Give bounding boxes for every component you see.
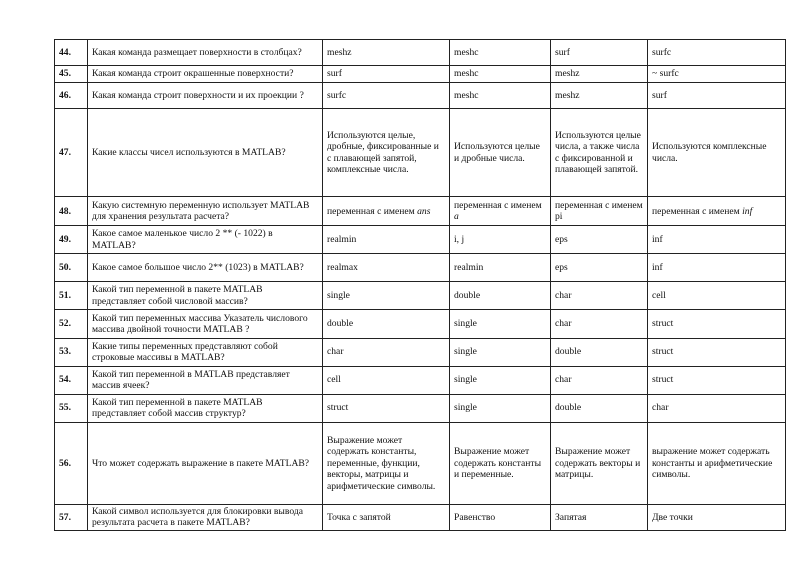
answer-variable: a xyxy=(454,211,459,223)
answer-option-2: single xyxy=(450,366,551,394)
answer-option-4: inf xyxy=(648,226,786,254)
table-row xyxy=(55,366,786,394)
answer-option-1: Точка с запятой xyxy=(323,504,450,530)
answer-option-4: cell xyxy=(648,282,786,310)
answer-option-1: realmax xyxy=(323,254,450,282)
question-number: 54. xyxy=(55,366,88,394)
question-text: Какое самое маленькое число 2 ** (- 1022) в MATLAB? xyxy=(88,226,323,254)
answer-option-1: struct xyxy=(323,394,450,422)
answer-option-4: выражение может содержать константы и арифметические символы. xyxy=(648,422,786,504)
table-row xyxy=(55,282,786,310)
answer-text: переменная с именем xyxy=(454,199,542,211)
answer-option-1: double xyxy=(323,310,450,338)
answer-option-3: Выражение может содержать векторы и матрицы. xyxy=(551,422,648,504)
question-number: 50. xyxy=(55,254,88,282)
question-number: 46. xyxy=(55,83,88,109)
answer-option-2: meshc xyxy=(450,40,551,66)
answer-option-4: ~ surfc xyxy=(648,66,786,83)
table-row xyxy=(55,226,786,254)
question-text: Какой тип переменной в пакете MATLAB представляет собой числовой массив? xyxy=(88,282,323,310)
question-text: Какие типы переменных представляют собой строковые массивы в MATLAB? xyxy=(88,338,323,366)
answer-option-2: single xyxy=(450,310,551,338)
question-number: 57. xyxy=(55,504,88,530)
answer-option-4 xyxy=(648,197,786,226)
answer-option-4: struct xyxy=(648,338,786,366)
answer-option-1 xyxy=(323,197,450,226)
answer-option-2: i, j xyxy=(450,226,551,254)
question-text: Какая команда размещает поверхности в столбцах? xyxy=(88,40,323,66)
table-row xyxy=(55,109,786,197)
answer-option-1: surf xyxy=(323,66,450,83)
answer-option-2: Используются целые и дробные числа. xyxy=(450,109,551,197)
question-text: Какую системную переменную использует MATLAB для хранения результата расчета? xyxy=(88,197,323,226)
answer-option-3: char xyxy=(551,282,648,310)
answer-option-4: Две точки xyxy=(648,504,786,530)
answer-option-4: struct xyxy=(648,366,786,394)
answer-option-1: cell xyxy=(323,366,450,394)
answer-option-3: eps xyxy=(551,254,648,282)
question-text: Какая команда строит поверхности и их проекции ? xyxy=(88,83,323,109)
question-text: Какая команда строит окрашенные поверхности? xyxy=(88,66,323,83)
answer-option-2 xyxy=(450,197,551,226)
question-number: 53. xyxy=(55,338,88,366)
answer-option-3: Запятая xyxy=(551,504,648,530)
quiz-table-body xyxy=(55,40,786,531)
question-number: 47. xyxy=(55,109,88,197)
table-row xyxy=(55,394,786,422)
question-number: 51. xyxy=(55,282,88,310)
table-row xyxy=(55,40,786,66)
answer-text: переменная с именем pi xyxy=(555,199,643,223)
table-row xyxy=(55,197,786,226)
question-text: Какой тип переменной в MATLAB представляет массив ячеек? xyxy=(88,366,323,394)
question-number: 48. xyxy=(55,197,88,226)
answer-option-4: Используются комплексные числа. xyxy=(648,109,786,197)
answer-option-1: Используются целые, дробные, фиксированные и с плавающей запятой, комплексные числа. xyxy=(323,109,450,197)
question-number: 52. xyxy=(55,310,88,338)
table-row xyxy=(55,504,786,530)
question-number: 56. xyxy=(55,422,88,504)
table-row xyxy=(55,338,786,366)
answer-option-4: char xyxy=(648,394,786,422)
answer-option-1: char xyxy=(323,338,450,366)
question-number: 49. xyxy=(55,226,88,254)
table-row xyxy=(55,83,786,109)
answer-option-2: realmin xyxy=(450,254,551,282)
answer-option-3: surf xyxy=(551,40,648,66)
answer-option-3: double xyxy=(551,338,648,366)
answer-text: переменная с именем xyxy=(327,205,418,217)
answer-option-4: struct xyxy=(648,310,786,338)
answer-option-3: Используются целые числа, а также числа с фиксированной и плавающей запятой. xyxy=(551,109,648,197)
answer-option-2: single xyxy=(450,394,551,422)
answer-option-3: eps xyxy=(551,226,648,254)
table-row xyxy=(55,310,786,338)
answer-option-2: meshc xyxy=(450,83,551,109)
answer-option-3: double xyxy=(551,394,648,422)
table-row xyxy=(55,254,786,282)
question-text: Какой символ используется для блокировки вывода результата расчета в пакете MATLAB? xyxy=(88,504,323,530)
answer-option-4: inf xyxy=(648,254,786,282)
answer-option-2: single xyxy=(450,338,551,366)
answer-option-3: meshz xyxy=(551,66,648,83)
quiz-table xyxy=(54,39,786,531)
answer-text: переменная с именем xyxy=(652,205,743,217)
answer-option-3: char xyxy=(551,310,648,338)
answer-option-2: meshc xyxy=(450,66,551,83)
answer-option-1: Выражение может содержать константы, переменные, функции, векторы, матрицы и арифметические символы. xyxy=(323,422,450,504)
question-number: 45. xyxy=(55,66,88,83)
table-row xyxy=(55,66,786,83)
answer-option-3 xyxy=(551,197,648,226)
answer-variable: inf xyxy=(742,205,753,217)
answer-option-1: surfc xyxy=(323,83,450,109)
question-text: Какие классы чисел используются в MATLAB? xyxy=(88,109,323,197)
question-text: Какой тип переменных массива Указатель числового массива двойной точности MATLAB ? xyxy=(88,310,323,338)
question-text: Какой тип переменной в пакете MATLAB представляет собой массив структур? xyxy=(88,394,323,422)
question-number: 44. xyxy=(55,40,88,66)
question-text: Какое самое большое число 2** (1023) в MATLAB? xyxy=(88,254,323,282)
answer-option-3: char xyxy=(551,366,648,394)
answer-option-2: Выражение может содержать константы и переменные. xyxy=(450,422,551,504)
question-number: 55. xyxy=(55,394,88,422)
answer-option-4: surf xyxy=(648,83,786,109)
question-text: Что может содержать выражение в пакете MATLAB? xyxy=(88,422,323,504)
answer-option-4: surfc xyxy=(648,40,786,66)
table-row xyxy=(55,422,786,504)
answer-option-2: Равенство xyxy=(450,504,551,530)
answer-variable: ans xyxy=(417,205,431,217)
answer-option-3: meshz xyxy=(551,83,648,109)
answer-option-1: meshz xyxy=(323,40,450,66)
answer-option-1: single xyxy=(323,282,450,310)
answer-option-2: double xyxy=(450,282,551,310)
answer-option-1: realmin xyxy=(323,226,450,254)
